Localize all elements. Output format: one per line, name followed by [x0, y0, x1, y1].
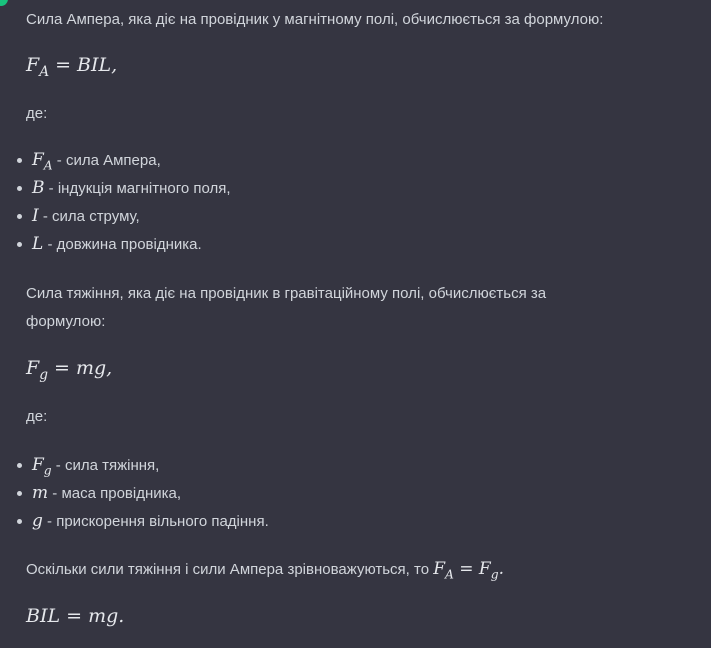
ampere-formula [26, 54, 117, 80]
bullet-icon [17, 214, 22, 219]
term-description: - індукція магнітного поля, [44, 180, 231, 197]
where-label-1: де: [26, 105, 48, 122]
formula-symbol: F [433, 559, 446, 579]
term-subscript: g [43, 463, 52, 478]
formula-subscript: g [490, 567, 499, 582]
gravity-intro-text: Сила тяжіння, яка діє на провідник в гравітаційному полі, обчислюється за формулою: [26, 285, 547, 330]
formula-subscript: A [39, 63, 50, 80]
term-subscript: A [43, 158, 53, 173]
term-symbol: F [32, 455, 44, 475]
assistant-avatar-icon [0, 0, 8, 6]
bullet-icon [17, 158, 22, 163]
bullet-icon [17, 463, 22, 468]
term-description: - довжина провідника. [43, 236, 202, 253]
where-label-2: де: [26, 408, 48, 425]
term-symbol: g [32, 511, 43, 531]
formula-symbol: F [26, 54, 40, 76]
formula-subscript: A [445, 567, 454, 582]
list-item [0, 451, 269, 479]
term-symbol: m [32, 483, 49, 503]
formula-mid: = F [453, 559, 491, 579]
bullet-icon [17, 519, 22, 524]
term-description: - маса провідника, [48, 485, 182, 502]
balance-text: Оскільки сили тяжіння і сили Ампера зрівноважуються, то [26, 561, 430, 578]
list-item [0, 230, 231, 258]
formula-rhs: = mg, [47, 357, 113, 379]
gravity-formula [26, 357, 112, 383]
formula-subscript: g [39, 366, 48, 383]
ampere-intro-text: Сила Ампера, яка діє на провідник у магнітному полі, обчислюється за формулою: [26, 11, 604, 28]
ampere-terms-list [0, 146, 231, 258]
gravity-terms-list [0, 451, 269, 535]
list-item [0, 146, 231, 174]
term-symbol: B [32, 178, 45, 198]
bullet-icon [17, 491, 22, 496]
formula-rhs: = BIL, [49, 54, 118, 76]
term-symbol: L [32, 234, 44, 254]
final-formula: BIL = mg. [26, 605, 125, 627]
list-item [0, 202, 231, 230]
term-symbol: I [32, 206, 39, 226]
term-description: - сила Ампера, [52, 152, 161, 169]
bullet-icon [17, 186, 22, 191]
list-item [0, 507, 269, 535]
term-description: - сила тяжіння, [51, 457, 160, 474]
formula-symbol: F [26, 357, 40, 379]
term-description: - сила струму, [38, 208, 140, 225]
bullet-icon [17, 242, 22, 247]
formula-end: . [498, 559, 504, 579]
term-description: - прискорення вільного падіння. [42, 513, 269, 530]
list-item [0, 479, 269, 507]
list-item [0, 174, 231, 202]
term-symbol: F [32, 150, 44, 170]
balance-text-line [26, 555, 504, 588]
balance-inline-formula [433, 559, 504, 582]
